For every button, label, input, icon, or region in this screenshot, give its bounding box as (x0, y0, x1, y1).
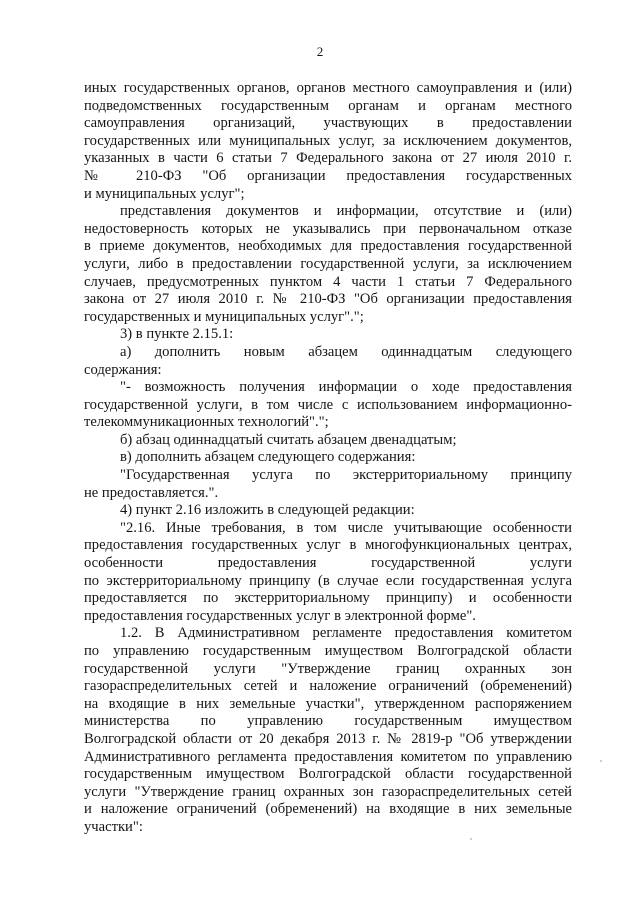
text-line: № 210-ФЗ "Об организации предоставления государственных (84, 167, 572, 184)
paragraph (84, 379, 572, 432)
text-line: государственной услуги "Утверждение границ охранных зон (84, 660, 572, 677)
text-line: представления документов и информации, отсутствие и (или) (120, 203, 572, 220)
scan-artifact (470, 838, 472, 840)
paragraph (84, 467, 572, 502)
scan-artifact (600, 760, 602, 762)
text-line: 3) в пункте 2.15.1: (120, 326, 234, 343)
text-line: государственных и муниципальных услуг"."; (84, 308, 364, 325)
text-line: в приеме документов, необходимых для предоставления государственной (84, 238, 572, 255)
text-line: и муниципальных услуг"; (84, 185, 245, 202)
text-line: 1.2. В Административном регламенте предоставления комитетом (120, 625, 572, 642)
text-line: государственным имуществом Волгоградской области государственной (84, 766, 572, 783)
paragraph (84, 520, 572, 626)
document-body (84, 80, 572, 837)
text-line: иных государственных органов, органов местного самоуправления и (или) (84, 80, 572, 96)
paragraph (84, 625, 572, 836)
text-line: Административного регламента предоставления комитетом по управлению (84, 748, 572, 765)
paragraph (84, 344, 572, 379)
paragraph (84, 432, 572, 450)
text-line: предоставляется по экстерриториальному принципу) и особенности (84, 590, 572, 607)
text-line: услуги "Утверждение границ охранных зон газораспределительных сетей (84, 783, 572, 800)
text-line: указанных в части 6 статьи 7 Федерального закона от 27 июля 2010 г. (84, 150, 572, 167)
text-line: подведомственных государственным органам и органам местного (84, 97, 572, 114)
text-line: государственных или муниципальных услуг, за исключением документов, (84, 132, 572, 149)
paragraph (84, 80, 572, 203)
text-line: "- возможность получения информации о ходе предоставления (120, 379, 572, 396)
text-line: участки": (84, 818, 143, 835)
text-line: б) абзац одиннадцатый считать абзацем двенадцатым; (120, 431, 457, 448)
text-line: и наложение ограничений (обременений) на входящие в них земельные (84, 801, 572, 818)
text-line: предоставления государственных услуг в многофункциональных центрах, (84, 537, 572, 554)
text-line: предоставления государственных услуг в электронной форме". (84, 607, 476, 624)
text-line: в) дополнить абзацем следующего содержания: (120, 449, 416, 466)
text-line: самоуправления организаций, участвующих в предоставлении (84, 115, 572, 132)
paragraph (84, 449, 572, 467)
page-number: 2 (316, 44, 324, 59)
text-line: по управлению государственным имуществом Волгоградской области (84, 643, 572, 659)
paragraph (84, 203, 572, 326)
text-line: на входящие в них земельные участки", утвержденном распоряжением (84, 695, 572, 712)
text-line: по экстерриториальному принципу (в случае если государственная услуга (84, 572, 572, 589)
text-line: случаев, предусмотренных пунктом 4 части 1 статьи 7 Федерального (84, 273, 572, 290)
text-line: недостоверность которых не указывались при первоначальном отказе (84, 220, 572, 237)
text-line: "2.16. Иные требования, в том числе учитывающие особенности (120, 519, 572, 536)
text-line: министерства по управлению государственным имуществом (84, 713, 572, 730)
text-line: особенности предоставления государственной услуги (84, 555, 572, 572)
text-line: Волгоградской области от 20 декабря 2013 г. № 2819-р "Об утверждении (84, 730, 572, 747)
text-line: не предоставляется.". (84, 484, 219, 501)
text-line: содержания: (84, 361, 162, 378)
text-line: 4) пункт 2.16 изложить в следующей редакции: (120, 502, 415, 519)
text-line: государственной услуги, в том числе с использованием информационно- (84, 396, 572, 413)
text-line: а) дополнить новым абзацем одиннадцатым следующего (120, 343, 572, 360)
text-line: услуги, либо в предоставлении государственной услуги, за исключением (84, 255, 572, 272)
text-line: "Государственная услуга по экстерриториальному принципу (120, 467, 572, 484)
paragraph (84, 326, 572, 344)
text-line: газораспределительных сетей и наложение ограничений (обременений) (84, 678, 572, 695)
paragraph (84, 502, 572, 520)
text-line: закона от 27 июля 2010 г. № 210-ФЗ "Об организации предоставления (84, 291, 572, 308)
text-line: телекоммуникационных технологий"."; (84, 414, 329, 431)
